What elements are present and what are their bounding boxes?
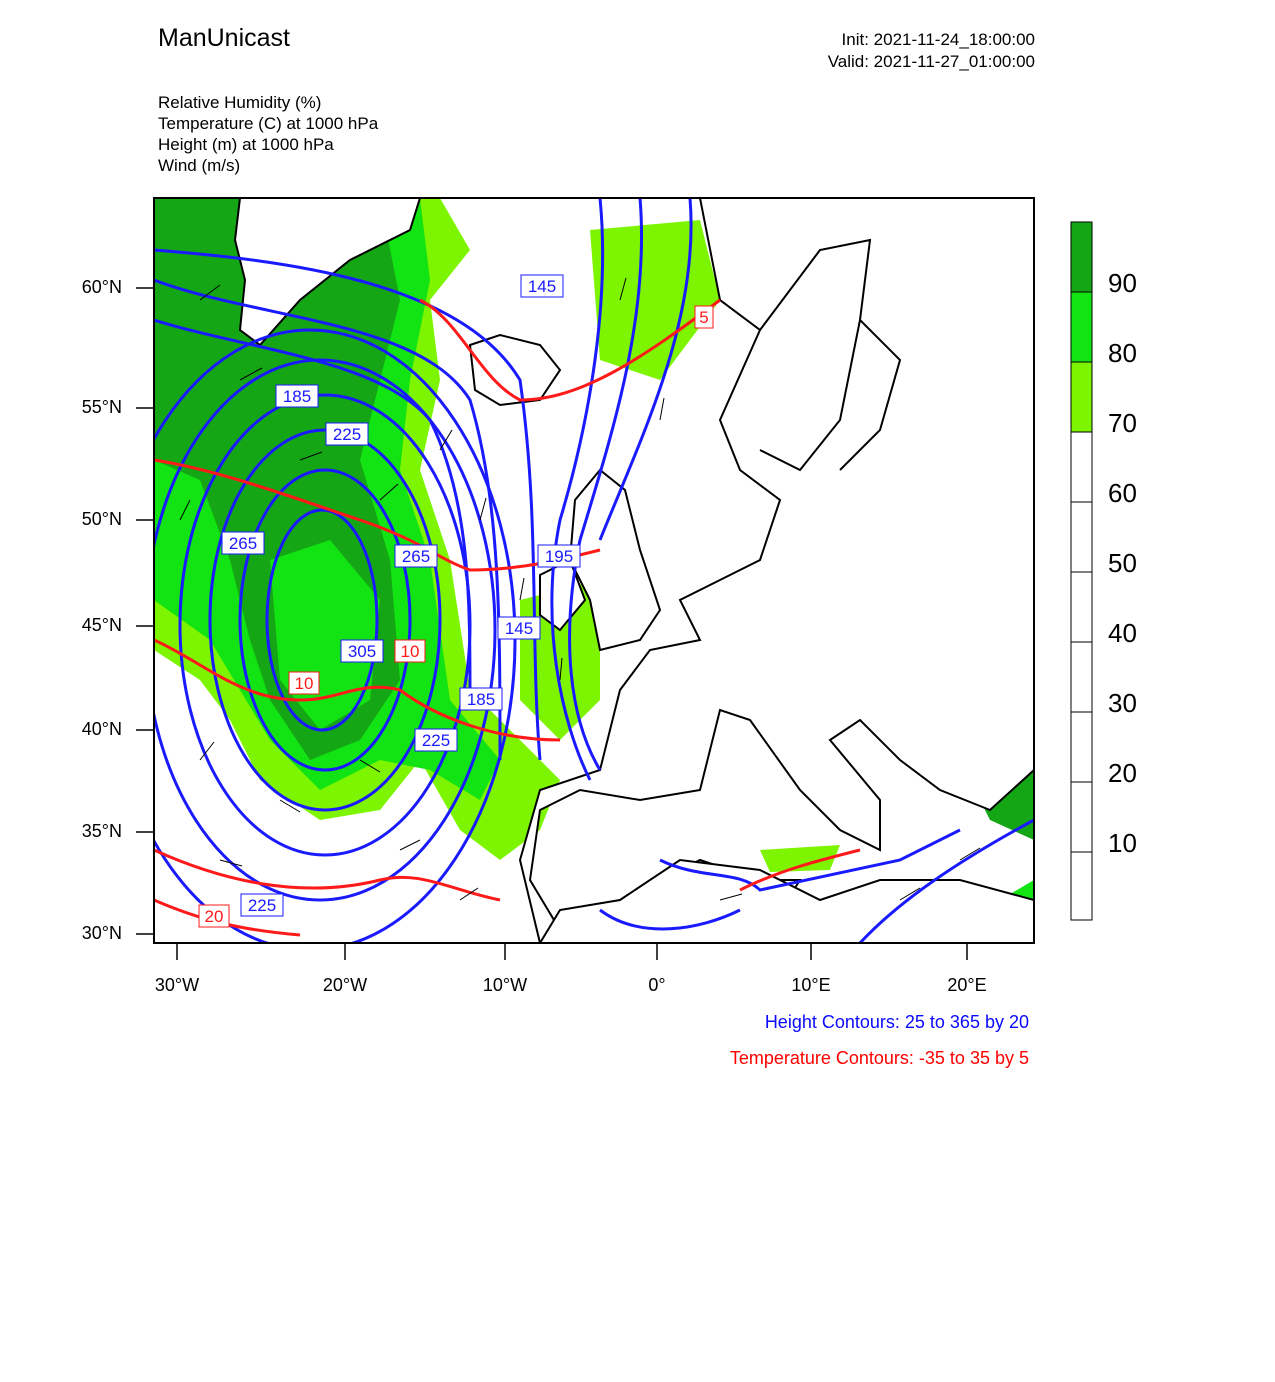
colorbar-label-20: 20 — [1108, 758, 1137, 788]
colorbar-label-70: 70 — [1108, 408, 1137, 438]
height-label-225-north — [326, 423, 368, 445]
lat-label-45n: 45°N — [81, 615, 122, 635]
height-contours-note: Height Contours: 25 to 365 by 20 — [764, 1012, 1029, 1032]
lon-label-0: 0° — [648, 975, 666, 995]
init-time: Init: 2021-11-24_18:00:00 — [841, 30, 1035, 49]
height-label-185-north — [276, 385, 318, 407]
lon-label-20w: 20°W — [322, 975, 368, 995]
colorbar-label-90: 90 — [1108, 268, 1137, 298]
colorbar-bin-10 — [1071, 782, 1092, 852]
plot-title: ManUnicast — [158, 24, 290, 52]
svg-text:225: 225 — [247, 896, 277, 915]
svg-text:305: 305 — [347, 642, 377, 661]
lon-label-10w: 10°W — [482, 975, 528, 995]
colorbar-label-30: 30 — [1108, 688, 1137, 718]
var-wind: Wind (m/s) — [158, 156, 241, 175]
lat-label-55n: 55°N — [81, 397, 122, 417]
colorbar-bin-60 — [1071, 432, 1092, 502]
lon-label-20e: 20°E — [947, 975, 987, 995]
height-label-145-north — [521, 275, 563, 297]
colorbar-bin-80 — [1071, 292, 1092, 362]
lat-label-40n: 40°N — [81, 719, 122, 739]
lat-label-60n: 60°N — [81, 277, 122, 297]
height-label-265-east — [395, 545, 437, 567]
colorbar-label-40: 40 — [1108, 618, 1137, 648]
height-label-225-southwest — [241, 894, 283, 916]
colorbar-label-10: 10 — [1108, 828, 1137, 858]
colorbar — [1071, 222, 1092, 920]
temp-label-20 — [199, 905, 229, 927]
colorbar-bin-0 — [1071, 852, 1092, 920]
height-label-195 — [538, 545, 580, 567]
lon-ticks — [177, 943, 967, 960]
lon-label-30w: 30°W — [154, 975, 200, 995]
lat-label-30n: 30°N — [81, 923, 122, 943]
temp-label-10-east — [395, 640, 425, 662]
colorbar-bin-50 — [1071, 502, 1092, 572]
height-label-265-west — [222, 532, 264, 554]
height-label-185-south — [460, 688, 502, 710]
svg-text:145: 145 — [527, 277, 557, 296]
temperature-contours-note: Temperature Contours: -35 to 35 by 5 — [729, 1048, 1029, 1068]
colorbar-label-50: 50 — [1108, 548, 1137, 578]
temp-label-5 — [695, 306, 713, 328]
svg-text:195: 195 — [544, 547, 574, 566]
temp-contour-15 — [154, 850, 500, 900]
colorbar-label-60: 60 — [1108, 478, 1137, 508]
svg-text:5: 5 — [699, 308, 709, 327]
lon-label-10e: 10°E — [791, 975, 831, 995]
height-label-305 — [341, 640, 383, 662]
lat-label-35n: 35°N — [81, 821, 122, 841]
valid-time: Valid: 2021-11-27_01:00:00 — [827, 52, 1035, 71]
svg-text:225: 225 — [421, 731, 451, 750]
temp-label-10-west — [289, 672, 319, 694]
colorbar-bin-70 — [1071, 362, 1092, 432]
colorbar-bin-40 — [1071, 572, 1092, 642]
svg-text:185: 185 — [466, 690, 496, 709]
svg-text:265: 265 — [401, 547, 431, 566]
svg-text:10: 10 — [400, 642, 420, 661]
height-label-225-south — [415, 729, 457, 751]
svg-text:145: 145 — [504, 619, 534, 638]
var-rh: Relative Humidity (%) — [158, 93, 322, 112]
colorbar-bin-90 — [1071, 222, 1092, 292]
var-height: Height (m) at 1000 hPa — [158, 135, 334, 154]
north-africa-land — [540, 860, 1034, 943]
lat-label-50n: 50°N — [81, 509, 122, 529]
svg-text:20: 20 — [204, 907, 224, 926]
lat-ticks — [136, 288, 154, 934]
colorbar-bin-20 — [1071, 712, 1092, 782]
svg-text:10: 10 — [294, 674, 314, 693]
colorbar-label-80: 80 — [1108, 338, 1137, 368]
colorbar-bin-30 — [1071, 642, 1092, 712]
svg-text:265: 265 — [228, 534, 258, 553]
svg-text:185: 185 — [282, 387, 312, 406]
svg-text:225: 225 — [332, 425, 362, 444]
height-label-145-south — [498, 617, 540, 639]
var-temp: Temperature (C) at 1000 hPa — [158, 114, 379, 133]
